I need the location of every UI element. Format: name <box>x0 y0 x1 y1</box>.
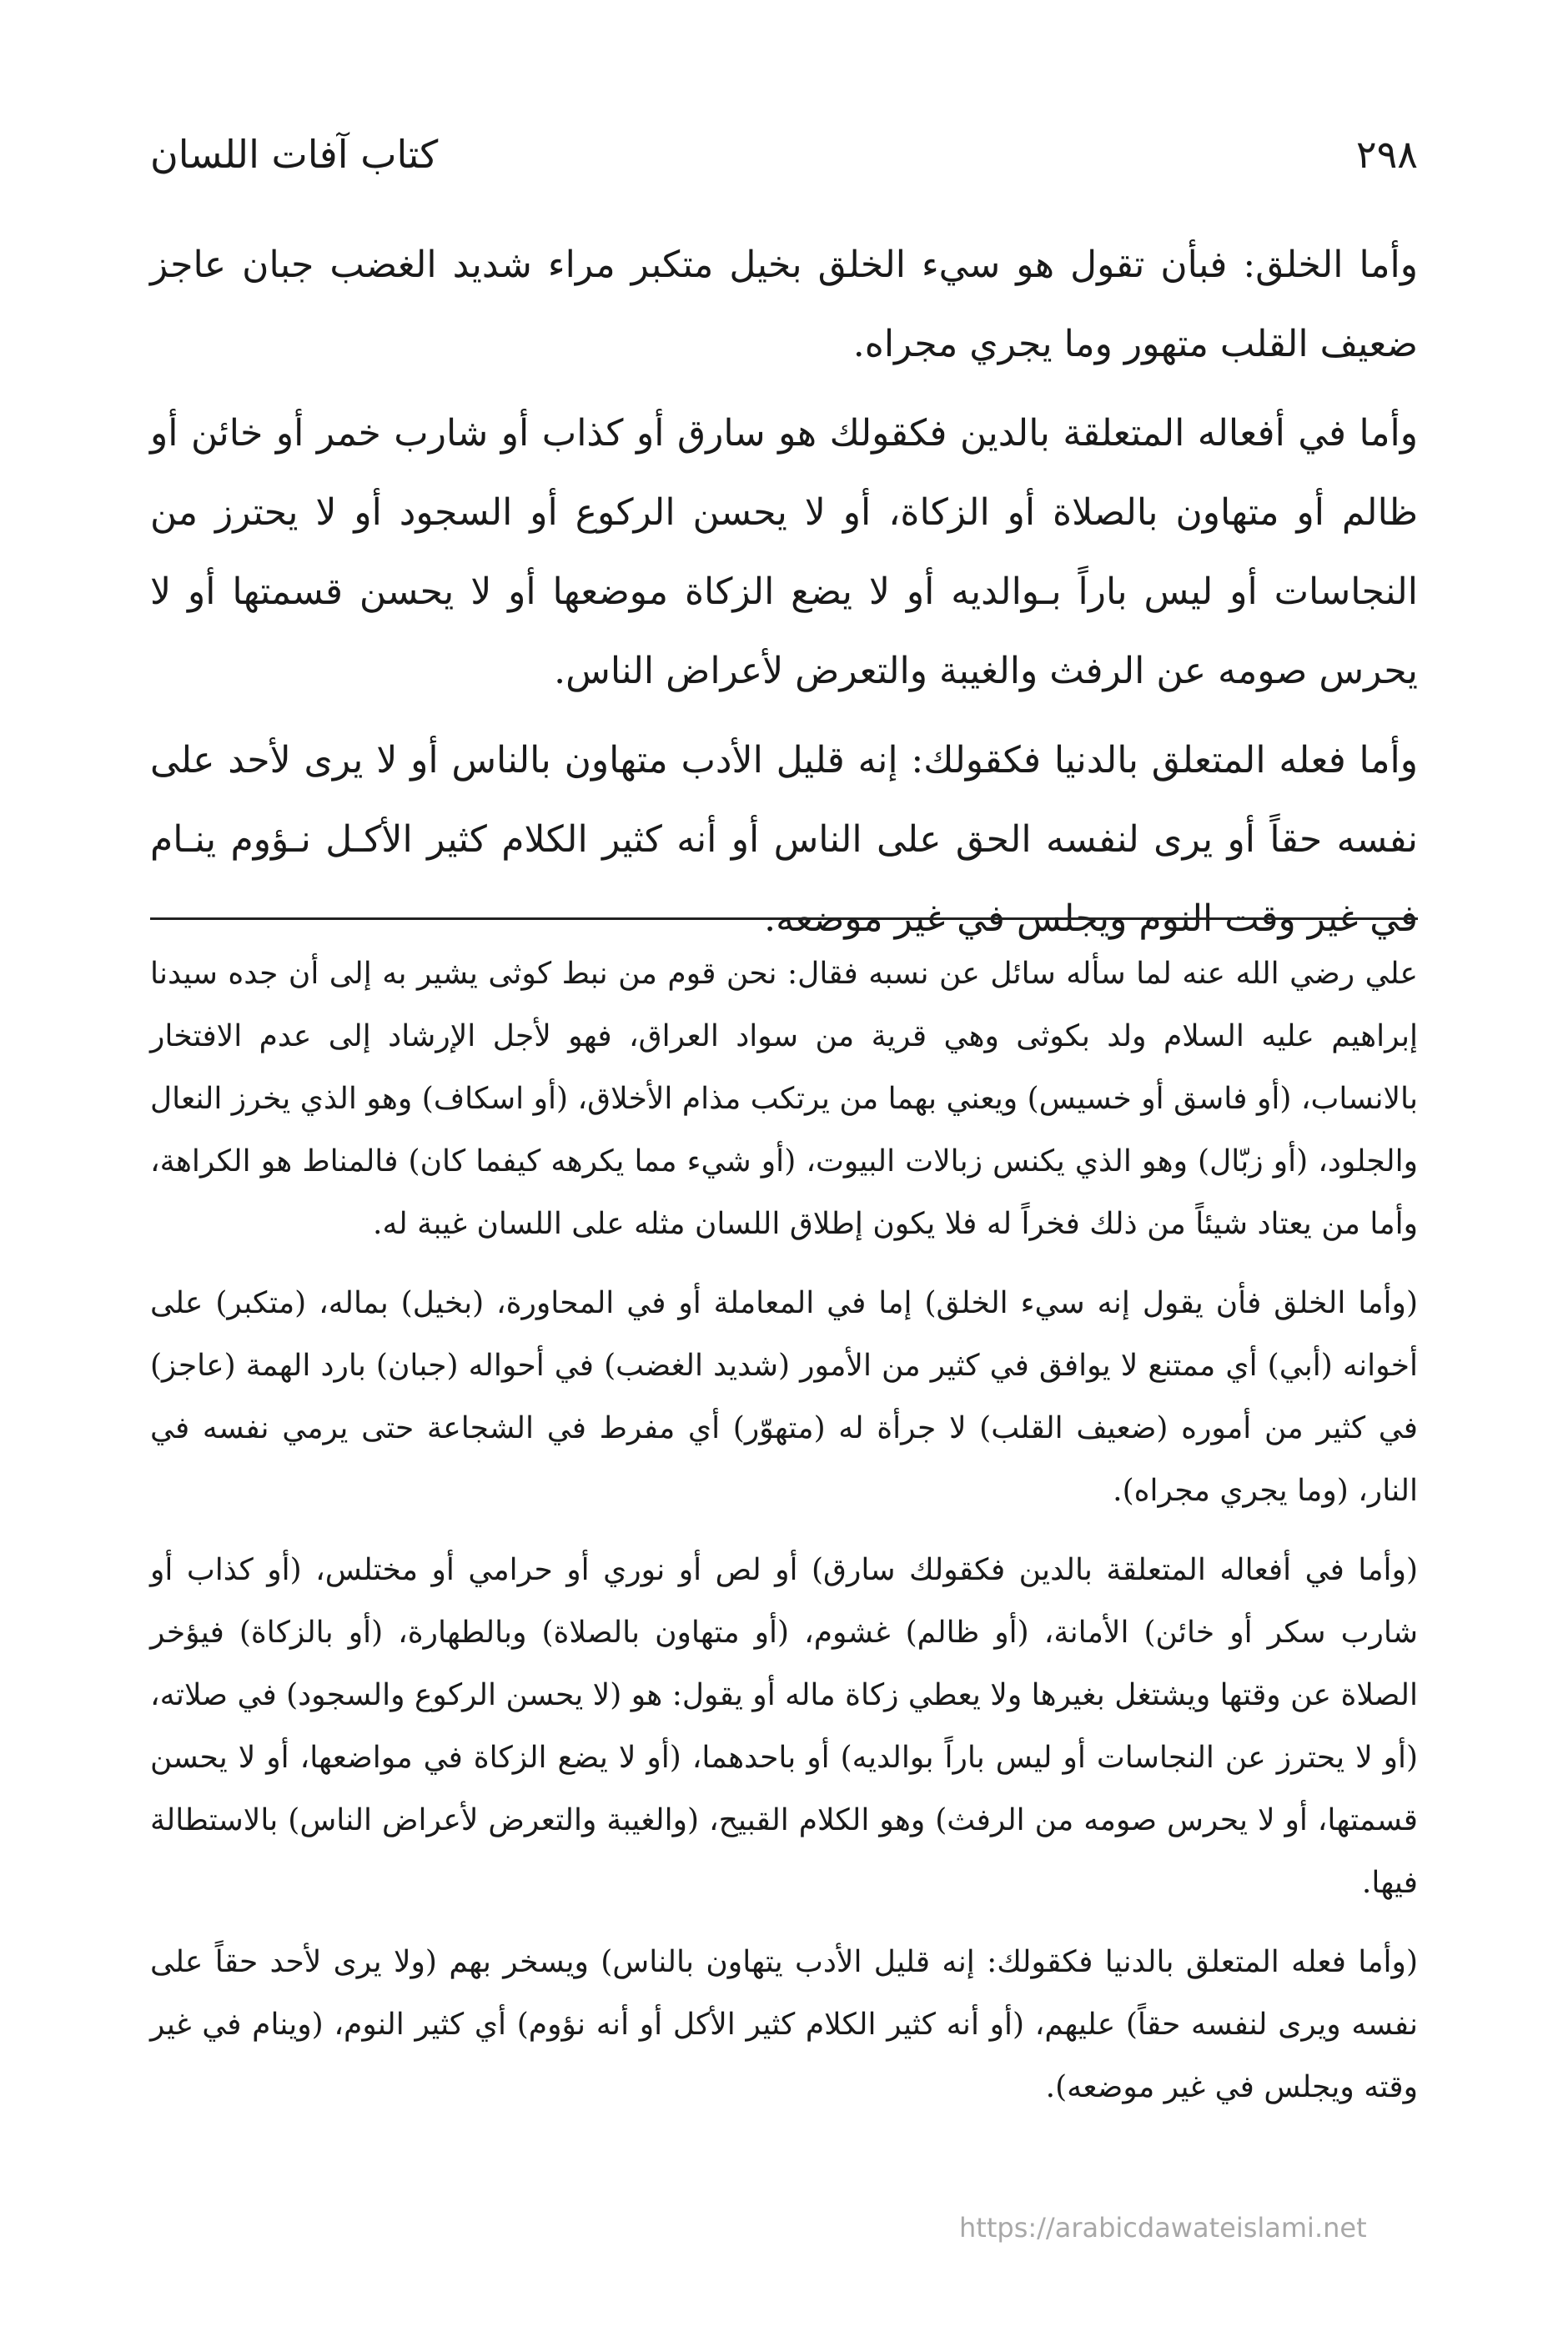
commentary-paragraph: (وأما الخلق فأن يقول إنه سيء الخلق) إما في المعاملة أو في المحاورة، (بخيل) بماله، (متكبر) على أخوانه (أبي) أي ممتنع لا يوافق في كثير من الأمور (شديد الغضب) في أحواله (جبان) بارد الهمة (عاجز) في كثير من أموره (ضعيف القلب) لا جرأة له (متهوّر) أي مفرط في الشجاعة حتى يرمي نفسه في النار، (وما يجري مجراه). <box>150 1286 1419 1508</box>
main-paragraph: وأما الخلق: فبأن تقول هو سيء الخلق بخيل متكبر مراء شديد الغضب جبان عاجز ضعيف القلب متهور وما يجري مجراه. <box>150 244 1418 365</box>
page-number: ٢٩٨ <box>1355 132 1418 177</box>
commentary-paragraph: (وأما فعله المتعلق بالدنيا فكقولك: إنه قليل الأدب يتهاون بالناس) ويسخر بهم (ولا يرى لأحد حقاً على نفسه ويرى لنفسه حقاً) عليهم، (أو أنه كثير الكلام كثير الأكل أو أنه نؤوم) أي كثير النوم، (وينام في غير وقته ويجلس في غير موضعه). <box>150 1945 1418 2104</box>
running-title: كتاب آفات اللسان <box>150 132 439 177</box>
commentary <box>150 942 1418 2135</box>
footnote-divider <box>150 917 1418 920</box>
page-header <box>150 125 1418 183</box>
watermark-url: https://arabicdawateislami.net <box>959 2212 1367 2244</box>
main-paragraph: وأما في أفعاله المتعلقة بالدين فكقولك هو سارق أو كذاب أو شارب خمر أو خائن أو ظالم أو متهاون بالصلاة أو الزكاة، أو لا يحسن الركوع أو السجود أو لا يحترز من النجاسات أو ليس باراً بـوالديه أو لا يضع الزكاة موضعها أو لا يحسن قسمتها أو لا يحرس صومه عن الرفث والغيبة والتعرض لأعراض الناس. <box>150 412 1418 692</box>
main-text <box>150 225 1418 968</box>
commentary-paragraph: (وأما في أفعاله المتعلقة بالدين فكقولك سارق) أو لص أو نوري أو حرامي أو مختلس، (أو كذاب أو شارب سكر أو خائن) الأمانة، (أو ظالم) غشوم، (أو متهاون بالصلاة) وبالطهارة، (أو بالزكاة) فيؤخر الصلاة عن وقتها ويشتغل بغيرها ولا يعطي زكاة ماله أو يقول: هو (لا يحسن الركوع والسجود) في صلاته، (أو لا يحترز عن النجاسات أو ليس باراً بوالديه) أو باحدهما، (أو لا يضع الزكاة في مواضعها، أو لا يحسن قسمتها، أو لا يحرس صومه من الرفث) وهو الكلام القبيح، (والغيبة والتعرض لأعراض الناس) بالاستطالة فيها. <box>150 1553 1418 1900</box>
main-paragraph: وأما فعله المتعلق بالدنيا فكقولك: إنه قليل الأدب متهاون بالناس أو لا يرى لأحد على نفسه حقاً أو يرى لنفسه الحق على الناس أو أنه كثير الكلام كثير الأكـل نـؤوم ينـام في غير وقت النوم ويجلس في غير موضعه. <box>150 739 1418 940</box>
commentary-paragraph: علي رضي الله عنه لما سأله سائل عن نسبه فقال: نحن قوم من نبط كوثى يشير به إلى أن جده سيدنا إبراهيم عليه السلام ولد بكوثى وهي قرية من سواد العراق، فهو لأجل الإرشاد إلى عدم الافتخار بالانساب، (أو فاسق أو خسيس) ويعني بهما من يرتكب مذام الأخلاق، (أو اسكاف) وهو الذي يخرز النعال والجلود، (أو زبّال) وهو الذي يكنس زبالات البيوت، (أو شيء مما يكرهه كيفما كان) فالمناط هو الكراهة، وأما من يعتاد شيئاً من ذلك فخراً له فلا يكون إطلاق اللسان مثله على اللسان غيبة له. <box>150 957 1418 1241</box>
